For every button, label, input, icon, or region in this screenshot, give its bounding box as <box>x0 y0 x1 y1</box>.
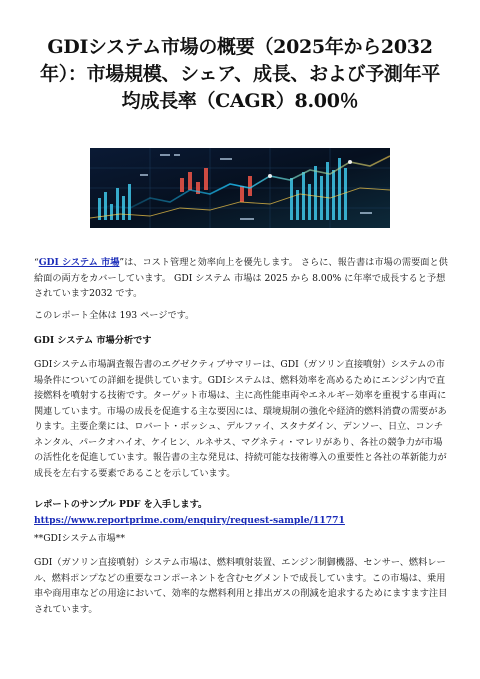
financial-chart-graphic <box>90 148 390 228</box>
open-quote: “ <box>34 257 39 268</box>
market-paragraph: GDI（ガソリン直接噴射）システム市場は、燃料噴射装置、エンジン制御機器、センサー、燃料レール、燃料ポンプなどの重要なコンポーネントを含むセグメントで成長しています。この市場は、乗用車や商用車などの用途において、効率的な燃料利用と排出ガスの削減を追求するためにますます注目されています。 <box>34 557 448 615</box>
analysis-paragraph: GDIシステム市場調査報告書のエグゼクティブサマリーは、GDI（ガソリン直接噴射）システムの市場条件についての詳細を提供しています。GDIシステムは、燃料効率を高めるためにエンジン内で直接燃料を噴射する技術です。ターゲット市場は、主に高性能車両やエネルギー効率を重視する車両に関連しています。市場の成長を促進する主な要因には、環境規制の強化や経済的燃料消費の需要があります。主要企業には、ロバート・ボッシュ、デルファイ、スタナダイン、デンソー、日立、コンチネンタル、パークオハイオ、ケイヒン、ルネサス、マグネティ・マレリがあり、各社の競争力が市場の活性化を促進しています。報告書の主な発見は、持続可能な技術導入の重要性と各社の革新能力が成長を左右する要素であることを示しています。 <box>34 359 447 479</box>
intro-paragraph <box>34 255 448 302</box>
page-title: GDIシステム市場の概要（2025年から2032年）：市場規模、シェア、成長、および予測年平均成長率（CAGR）8.00％ <box>40 36 441 112</box>
sample-request <box>34 497 448 528</box>
sample-label: レポートのサンプル PDF を入手します。 <box>34 499 208 510</box>
hero-image <box>90 148 390 228</box>
sample-request-link[interactable]: https://www.reportprime.com/enquiry/request-sample/11771 <box>34 514 345 526</box>
intro-text: ”は、コスト管理と効率向上を優先します。 さらに、報告書は市場の需要面と供給面の両方をカバーしています。 GDI システム 市場は 2025 から 8.00% に年率で成長すると予想されています2032 です。 <box>34 257 448 299</box>
pages-note: このレポート全体は 193 ページです。 <box>34 310 195 321</box>
market-link[interactable]: GDI システム 市場 <box>38 257 120 268</box>
section-heading: GDI システム 市場分析です <box>34 335 152 346</box>
market-marker: **GDIシステム市場** <box>34 533 125 544</box>
